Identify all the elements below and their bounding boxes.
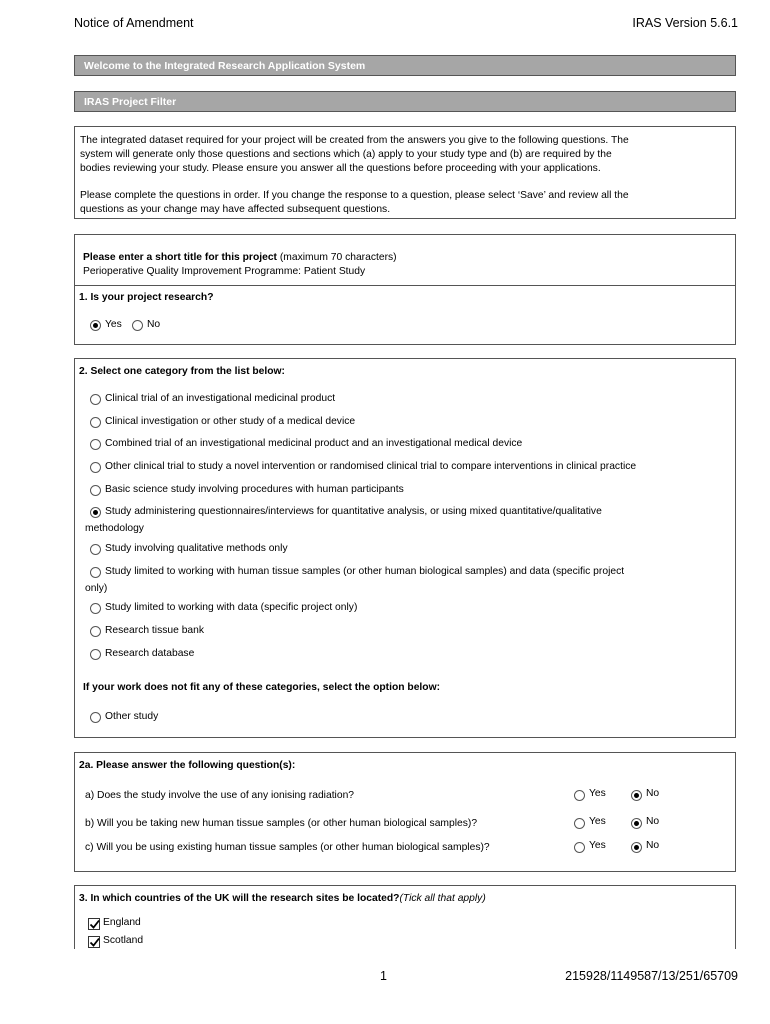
q2-option-label-cont: methodology bbox=[85, 523, 144, 534]
q2-fallback-label: If your work does not fit any of these categories, select the option below: bbox=[83, 682, 441, 693]
q2-option-label: Research tissue bank bbox=[105, 625, 205, 636]
intro-p2-l2: questions as your change may have affected subsequent questions. bbox=[80, 204, 391, 215]
reference-number: 215928/1149587/13/251/65709 bbox=[565, 969, 738, 983]
q2-option-label: Other clinical trial to study a novel intervention or randomised clinical trial to compare interventions in clinical practice bbox=[105, 461, 637, 472]
checkmark-icon bbox=[89, 937, 100, 948]
q2-option-label: Study administering questionnaires/interviews for quantitative analysis, or using mixed quantitative/qualitative bbox=[105, 506, 602, 517]
q2-option-label: Research database bbox=[105, 648, 195, 659]
q2a-yes-label: Yes bbox=[589, 788, 606, 799]
q2a-question: c) Will you be using existing human tissue samples (or other human biological samples)? bbox=[85, 842, 490, 853]
header-right: IRAS Version 5.6.1 bbox=[632, 16, 738, 30]
q2a-no-label: No bbox=[646, 816, 660, 827]
q2-box bbox=[74, 358, 736, 738]
q2-option-label: Combined trial of an investigational medicinal product and an investigational medical device bbox=[105, 438, 523, 449]
short-title-label: Please enter a short title for this project (maximum 70 characters) bbox=[83, 252, 397, 263]
q2a-yes-label: Yes bbox=[589, 840, 606, 851]
short-title-value: Perioperative Quality Improvement Programme: Patient Study bbox=[83, 266, 366, 277]
q2-option-label: Basic science study involving procedures with human participants bbox=[105, 484, 404, 495]
q2a-question: b) Will you be taking new human tissue samples (or other human biological samples)? bbox=[85, 818, 478, 829]
q2-option-radio[interactable] bbox=[90, 567, 101, 578]
q2-option-radio[interactable] bbox=[90, 462, 101, 473]
q2a-yes-radio[interactable] bbox=[574, 790, 585, 801]
q1-yes-radio[interactable] bbox=[90, 320, 101, 331]
england-label: England bbox=[103, 917, 141, 928]
intro-p2-l1: Please complete the questions in order. If you change the response to a question, please select ‘Save’ and review all the bbox=[80, 190, 629, 201]
intro-p1-l1: The integrated dataset required for your project will be created from the answers you give to the following questions. The bbox=[80, 135, 629, 146]
q2a-box bbox=[74, 752, 736, 872]
q1-no-label: No bbox=[147, 319, 161, 330]
q2a-label: 2a. Please answer the following question(s): bbox=[79, 760, 296, 771]
checkmark-icon bbox=[89, 919, 100, 930]
q1-label: 1. Is your project research? bbox=[79, 292, 214, 303]
q2-other-label: Other study bbox=[105, 711, 159, 722]
q2a-no-radio[interactable] bbox=[631, 842, 642, 853]
q2a-no-radio[interactable] bbox=[631, 790, 642, 801]
project-filter-bar: IRAS Project Filter bbox=[74, 91, 736, 112]
q2-option-label: Clinical investigation or other study of a medical device bbox=[105, 416, 356, 427]
q2-option-radio[interactable] bbox=[90, 417, 101, 428]
q2-other-radio[interactable] bbox=[90, 712, 101, 723]
q2a-no-label: No bbox=[646, 840, 660, 851]
scotland-checkbox[interactable] bbox=[88, 936, 100, 948]
q2-option-radio[interactable] bbox=[90, 394, 101, 405]
intro-p1-l2: system will generate only those questions and sections which (a) apply to your study type and (b) are required by the bbox=[80, 149, 612, 160]
intro-box bbox=[74, 126, 736, 219]
q1-no-radio[interactable] bbox=[132, 320, 143, 331]
q2-option-radio[interactable] bbox=[90, 544, 101, 555]
page-number: 1 bbox=[380, 969, 387, 983]
q2-option-radio[interactable] bbox=[90, 626, 101, 637]
q2-option-label: Study involving qualitative methods only bbox=[105, 543, 288, 554]
q2a-yes-radio[interactable] bbox=[574, 842, 585, 853]
q2-option-label: Study limited to working with human tissue samples (or other human biological samples) and data (specific project bbox=[105, 566, 625, 577]
q2a-question: a) Does the study involve the use of any ionising radiation? bbox=[85, 790, 355, 801]
q2a-yes-radio[interactable] bbox=[574, 818, 585, 829]
welcome-bar: Welcome to the Integrated Research Application System bbox=[74, 55, 736, 76]
scotland-label: Scotland bbox=[103, 935, 144, 946]
q3-box bbox=[74, 885, 736, 949]
q2-option-radio[interactable] bbox=[90, 439, 101, 450]
q2-option-label-cont: only) bbox=[85, 583, 108, 594]
title-q1-box bbox=[74, 234, 736, 345]
q2-option-radio[interactable] bbox=[90, 649, 101, 660]
divider bbox=[75, 285, 735, 286]
q2a-no-radio[interactable] bbox=[631, 818, 642, 829]
q2-option-label: Study limited to working with data (specific project only) bbox=[105, 602, 358, 613]
q2-option-label: Clinical trial of an investigational medicinal product bbox=[105, 393, 336, 404]
q2a-no-label: No bbox=[646, 788, 660, 799]
intro-p1-l3: bodies reviewing your study. Please ensure you answer all the questions before proceeding with your applications. bbox=[80, 163, 601, 174]
q2a-yes-label: Yes bbox=[589, 816, 606, 827]
q2-option-radio[interactable] bbox=[90, 485, 101, 496]
q3-label: 3. In which countries of the UK will the research sites be located?(Tick all that apply) bbox=[79, 893, 486, 904]
q2-option-radio-selected[interactable] bbox=[90, 507, 101, 518]
header-left: Notice of Amendment bbox=[74, 16, 194, 30]
england-checkbox[interactable] bbox=[88, 918, 100, 930]
q2-label: 2. Select one category from the list below: bbox=[79, 366, 285, 377]
q1-yes-label: Yes bbox=[105, 319, 122, 330]
q2-option-radio[interactable] bbox=[90, 603, 101, 614]
